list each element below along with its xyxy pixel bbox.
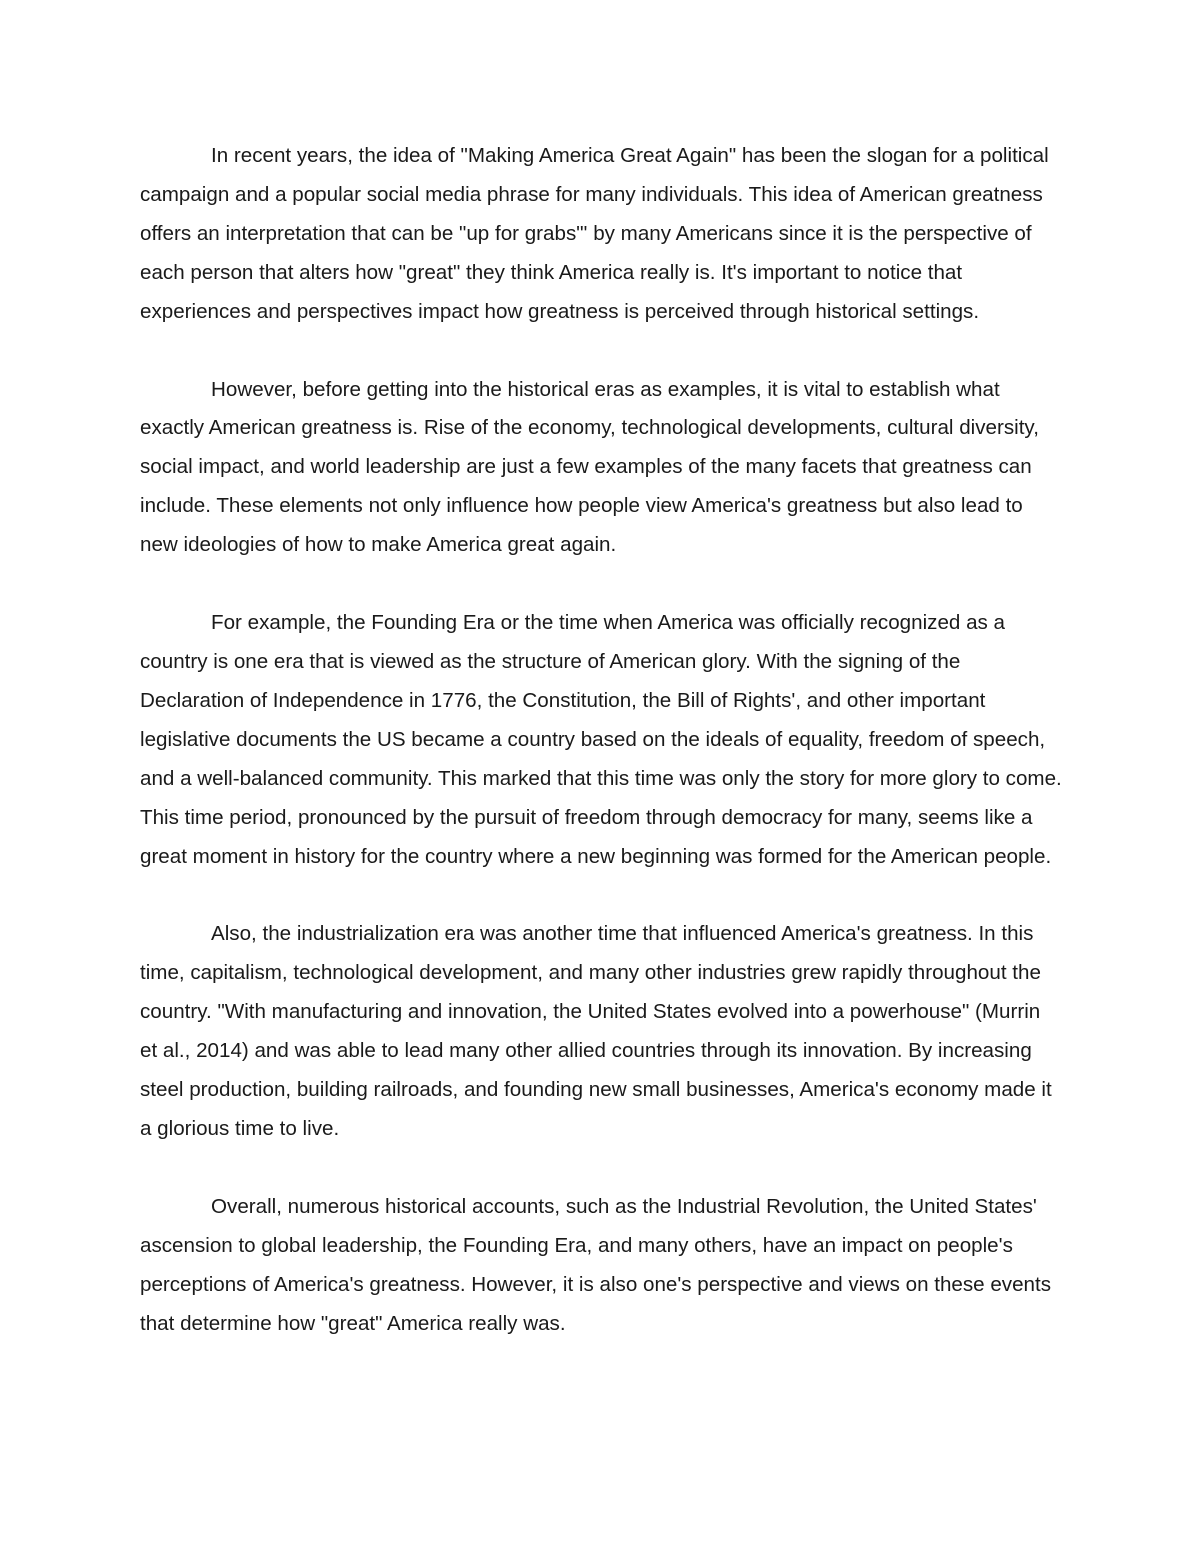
paragraph-industrialization-era: Also, the industrialization era was another time that influenced America's greatness. In this time, capitalism, technological development, and many other industries grew rapidly throughout the country. "With manufacturing and innovation, the United States evolved into a powerhouse" (Murrin et al., 2014) and was able to lead many other allied countries through its innovation. By increasing steel production, building railroads, and founding new small businesses, America's economy made it a glorious time to live. xyxy=(140,922,1052,1140)
paragraph-conclusion: Overall, numerous historical accounts, such as the Industrial Revolution, the United States' ascension to global leadership, the Founding Era, and many others, have an impact on people's perceptions of America's greatness. However, it is also one's perspective and views on these events that determine how "great" America really was. xyxy=(140,1194,1052,1335)
paragraph-introduction: In recent years, the idea of "Making America Great Again" has been the slogan for a political campaign and a popular social media phrase for many individuals. This idea of American greatness offers an interpretation that can be "up for grabs"' by many Americans since it is the perspective of each person that alters how "great" they think America really is. It's important to notice that experiences and perspectives impact how greatness is perceived through historical settings. xyxy=(140,144,1049,323)
paragraph-founding-era: For example, the Founding Era or the time when America was officially recognized as a country is one era that is viewed as the structure of American glory. With the signing of the Declaration of Independence in 1776, the Constitution, the Bill of Rights', and other important legislative documents the US became a country based on the ideals of equality, freedom of speech, and a well-balanced community. This marked that this time was only the story for more glory to come. This time period, pronounced by the pursuit of freedom through democracy for many, seems like a great moment in history for the country where a new beginning was formed for the American people. xyxy=(140,611,1062,868)
paragraph-defining-greatness: However, before getting into the historical eras as examples, it is vital to establish what exactly American greatness is. Rise of the economy, technological developments, cultural diversity, social impact, and world leadership are just a few examples of the many facets that greatness can include. These elements not only influence how people view America's greatness but also lead to new ideologies of how to make America great again. xyxy=(140,377,1039,557)
document-body xyxy=(140,137,1062,1343)
